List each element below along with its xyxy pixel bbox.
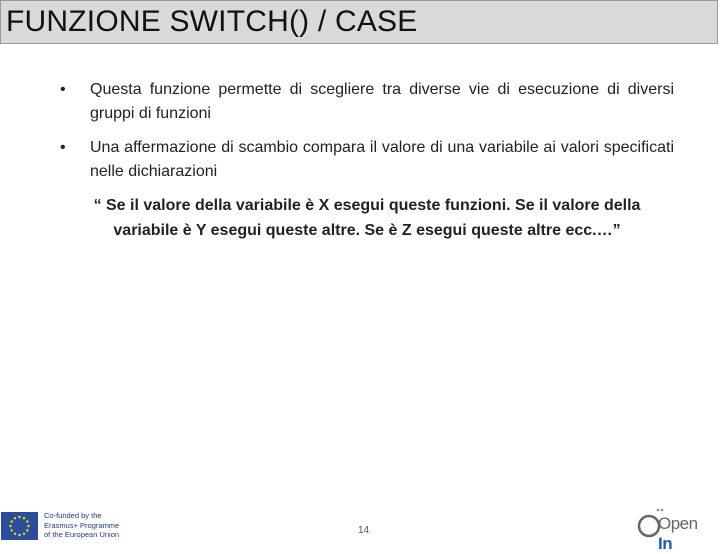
- slide-title: FUNZIONE SWITCH() / CASE: [6, 5, 418, 38]
- bullet-text: Una affermazione di scambio compara il valore di una variabile ai valori specificati nelle dichiarazioni: [90, 139, 674, 180]
- eu-logo-line: Erasmus+ Programme: [44, 520, 120, 530]
- bullet-text: Questa funzione permette di scegliere tra diverse vie di esecuzione di diversi gruppi di funzioni: [90, 81, 674, 122]
- page-number: 14: [358, 525, 370, 536]
- openin-logo: [636, 504, 712, 553]
- eu-flag-icon: [1, 512, 38, 540]
- eu-logo-text: [44, 511, 119, 540]
- bullet-symbol: •: [60, 139, 66, 156]
- quote-text: “ Se il valore della variabile è X esegui queste funzioni. Se il valore della variabile è Y esegui queste altre. Se è Z esegui queste altre ecc.…”: [93, 197, 641, 239]
- openin-logo-open: Open: [658, 514, 698, 533]
- eu-logo-line: Co-funded by the: [44, 511, 102, 520]
- bullet-item: [60, 136, 674, 184]
- openin-logo-text: [658, 514, 712, 554]
- eu-cofunded-logo: [0, 509, 130, 540]
- bullet-item: [60, 78, 674, 126]
- title-bar: [0, 0, 718, 44]
- bullet-symbol: •: [60, 81, 66, 98]
- eu-logo-line: of the European Union: [44, 530, 120, 539]
- openin-logo-in: In: [658, 534, 673, 553]
